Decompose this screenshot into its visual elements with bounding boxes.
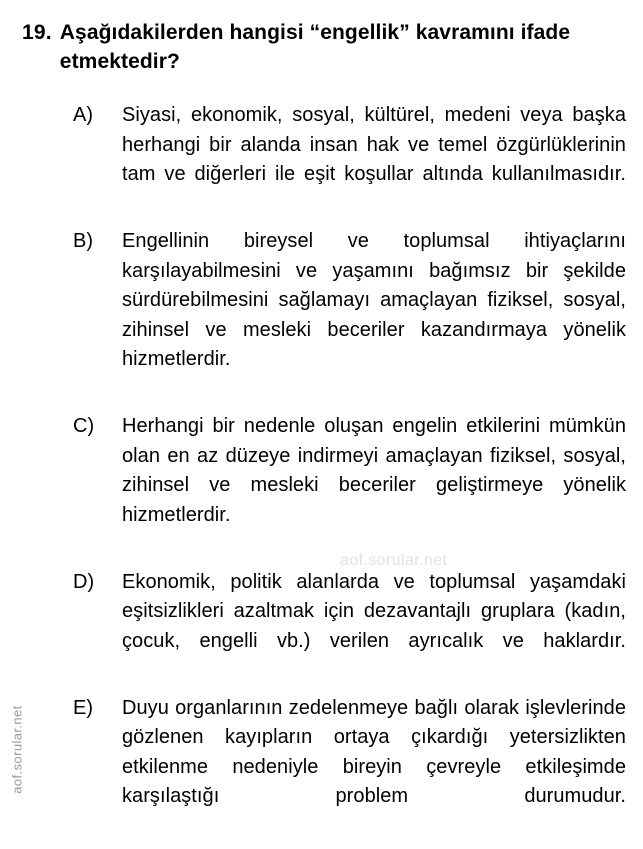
option-letter-b: B) <box>73 230 93 252</box>
center-watermark: aof.sorular.net <box>340 552 448 569</box>
answer-option-b[interactable] <box>73 227 626 404</box>
answer-options-list <box>73 101 626 849</box>
option-letter-d: D) <box>73 570 95 593</box>
question-header <box>22 18 626 76</box>
question-prompt-text: Aşağıdakilerden hangisi “engellik” kavramını ifade etmektedir? <box>59 21 571 73</box>
answer-option-a[interactable] <box>73 101 626 219</box>
side-watermark: aof.sorular.net <box>9 705 25 794</box>
question-number: 19. <box>22 21 52 44</box>
option-text-c: Herhangi bir nedenle oluşan engelin etkilerini mümkün olan en az düzeye indirmeyi amaçlayan fiziksel, sosyal, zihinsel ve mesleki beceriler geliştirmeye yönelik hizmetlerdir. <box>122 415 626 526</box>
option-letter-c: C) <box>73 415 95 437</box>
answer-option-e[interactable] <box>73 694 626 842</box>
option-text-d: Ekonomik, politik alanlarda ve toplumsal yaşamdaki eşitsizlikleri azaltmak için dezavantajlı gruplara (kadın, çocuk, engelli vb.) verilen ayrıcalık ve haklardır. <box>122 570 626 652</box>
option-text-b: Engellinin bireysel ve toplumsal ihtiyaçlarını karşılayabilmesini ve yaşamını bağımsız bir şekilde sürdürebilmesini sağlamayı amaçlayan fiziksel, sosyal, zihinsel ve mesleki beceriler kazandırmaya yönelik hizmetlerdir. <box>122 230 626 370</box>
option-letter-e: E) <box>73 696 93 719</box>
answer-option-d[interactable] <box>73 568 626 686</box>
option-text-a: Siyasi, ekonomik, sosyal, kültürel, medeni veya başka herhangi bir alanda insan hak ve temel özgürlüklerinin tam ve diğerleri ile eşit koşullar altında kullanılmasıdır. <box>122 104 626 185</box>
option-text-e: Duyu organlarının zedelenmeye bağlı olarak işlevlerinde gözlenen kayıpların ortaya çıkardığı yetersizlikten etkilenme nedeniyle bireyin çevreyle etkileşimde karşılaştığı problem durumudur. <box>122 696 626 807</box>
option-letter-a: A) <box>73 104 93 126</box>
answer-option-c[interactable] <box>73 412 626 560</box>
